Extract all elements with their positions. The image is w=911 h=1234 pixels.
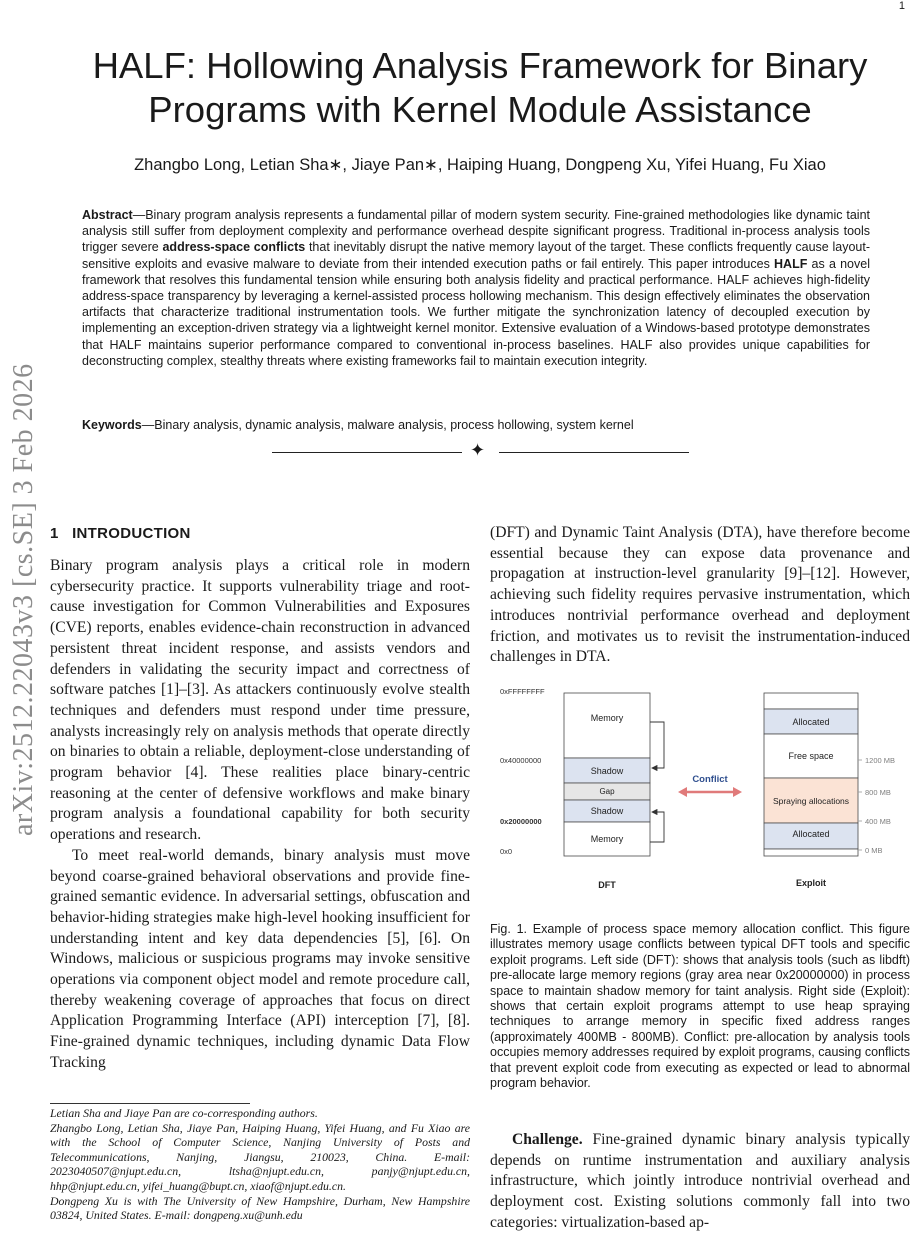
- dft-arrow-lower: [650, 812, 664, 842]
- keywords: [82, 417, 870, 433]
- dft-address-ffffffff: 0xFFFFFFFF: [500, 687, 545, 696]
- dft-memory-column: [564, 693, 650, 856]
- dft-arrow-upper: [650, 722, 664, 768]
- section-heading-introduction: [50, 525, 191, 542]
- exploit-size-ticks: [858, 760, 862, 850]
- dft-block-memory-top: [564, 693, 650, 758]
- abstract-bold-half: HALF: [774, 256, 808, 271]
- exploit-block-bottom-margin: [764, 849, 858, 856]
- abstract-text-2: that inevitably disrupt the native memory layout of the target. These conflicts frequently cause layout-sensitive exploits and evasive malware to deviate from their intended execution paths or fail entirely. This paper introduces: [82, 240, 871, 271]
- exploit-size-400: 400 MB: [865, 817, 891, 826]
- footnote-affiliation-1: Zhangbo Long, Letian Sha, Jiaye Pan, Haiping Huang, Yifei Huang, and Fu Xiao are with the School of Computer Science, Nanjing University of Posts and Telecommunications, Nanjing, Jiangsu, 210023, China. E-mail: 2023040507@njupt.edu.cn, ltsha@njupt.edu.cn, panjy@njupt.edu.cn, hhp@njupt.edu.cn, yifei_huang@bupt.cn, xiaof@njupt.edu.cn.: [50, 1120, 470, 1193]
- dft-label-shadow-top: Shadow: [590, 766, 624, 776]
- dft-address-40000000: 0x40000000: [500, 756, 542, 765]
- dft-label-gap: Gap: [599, 787, 615, 796]
- exploit-block-top-margin: [764, 693, 858, 709]
- dft-label-memory-bottom: Memory: [590, 834, 624, 844]
- right-column-body-bottom: [490, 1130, 910, 1234]
- abstract-bold-address-space-conflicts: address-space conflicts: [162, 240, 306, 255]
- page-number: 1: [898, 0, 905, 12]
- arxiv-identifier-stamp[interactable]: arXiv:2512.22043v3 [cs.SE] 3 Feb 2026: [8, 363, 39, 836]
- left-column-body: [50, 556, 470, 1074]
- conflict-label: Conflict: [692, 774, 728, 785]
- challenge-paragraph: Fine-grained dynamic binary analysis typically depends on runtime instrumentation and auxiliary analysis infrastructure, which jointly introduce nontrivial overhead and deployment cost. Existing solutions commonly fall into two categories: virtualization-based ap-: [490, 1131, 910, 1231]
- intro-paragraph-1: Binary program analysis plays a critical role in modern cybersecurity practice. It supports vulnerability triage and root-cause investigation for Common Vulnerabilities and Exposures (CVE) reports, enables evidence-chain reconstruction in advanced persistent threat incident response, and assists vendors and defenders in validating the security impact and correctness of software patches [1]–[3]. As attackers continuously evolve stealth techniques and defenders must respond under time pressure, analysts increasingly rely on analysis methods that operate directly on binaries to obtain a reliable, deployment-close understanding of program behavior [4]. These realities place binary-centric reasoning at the center of defensive workflows and make binary program analysis a foundational capability for both security operations and research.: [50, 557, 470, 844]
- figure-1-caption: Fig. 1. Example of process space memory allocation conflict. This figure illustrates memory usage conflicts between typical DFT tools and specific exploit programs. Left side (DFT): shows that analysis tools (such as libdft) pre-allocate large memory regions (gray area near 0x20000000) in process space to maintain shadow memory for taint analysis. Right side (Exploit): shows that certain exploit programs attempt to use heap spraying techniques to arrange memory in specific fixed address ranges (approximately 400MB - 800MB). Conflict: pre-allocation by analysis tools occupies memory addresses required by exploit programs, causing conflicts that prevent exploit code from executing as expected or lead to abnormal program behavior.: [490, 922, 910, 1091]
- footnote-corresponding: Letian Sha and Jiaye Pan are co-corresponding authors.: [50, 1106, 318, 1120]
- figure-1-memory-conflict: [490, 680, 910, 920]
- abstract-label: Abstract: [82, 208, 133, 222]
- abstract-text-1: —Binary program analysis represents a fundamental pillar of modern system security. Fine-grained methodologies like dynamic taint analysis still suffer from deployment complexity and performance overhead despite significant progress. Traditional in-process analysis tools trigger severe: [82, 208, 870, 255]
- dft-address-0: 0x0: [500, 847, 513, 856]
- conflict-double-arrow: [678, 787, 742, 797]
- keywords-text: —Binary analysis, dynamic analysis, malware analysis, process hollowing, system kernel: [141, 418, 634, 432]
- divider-line-left: [272, 452, 462, 453]
- section-number: 1: [50, 525, 59, 542]
- divider-diamond-icon: ✦: [470, 440, 486, 460]
- intro-paragraph-3: (DFT) and Dynamic Taint Analysis (DTA), have therefore become essential because they can expose data provenance and propagation at instruction-level granularity [9]–[12]. However, achieving such fidelity requires pervasive instrumentation, which introduces nontrivial performance overhead and deployment friction, and motivates us to revisit the instrumentation-induced challenges in DTA.: [490, 524, 910, 666]
- abstract-text-3: as a novel framework that resolves this fundamental tension while ensuring both analysis fidelity and practical performance. HALF achieves high-fidelity address-space transparency by leveraging a kernel-assisted process hollowing mechanism. This design effectively eliminates the observation artifacts that characterize traditional instrumentation tools. We further mitigate the synchronization latency of decoupled execution by implementing an exception-driven strategy via a lightweight kernel monitor. Extensive evaluation of a Windows-based prototype demonstrates that HALF maintains superior performance compared to conventional in-process baselines. HALF also provides unique capabilities for deconstructing complex, stealthy threats where existing frameworks fail to maintain execution integrity.: [82, 256, 870, 368]
- paper-title: HALF: Hollowing Analysis Framework for Binary Programs with Kernel Module Assistance: [92, 45, 868, 130]
- footnotes: [50, 1106, 470, 1223]
- dft-label-memory-top: Memory: [590, 713, 624, 723]
- exploit-label-allocated-bottom: Allocated: [792, 829, 830, 839]
- footnote-affiliation-2: Dongpeng Xu is with The University of New Hampshire, Durham, New Hampshire 03824, United States. E-mail: dongpeng.xu@unh.edu: [50, 1193, 470, 1223]
- dft-caption-label: DFT: [598, 880, 616, 890]
- divider-line-right: [499, 452, 689, 453]
- dft-label-shadow-bottom: Shadow: [590, 806, 624, 816]
- exploit-label-free-space: Free space: [788, 751, 834, 761]
- exploit-caption-label: Exploit: [795, 878, 827, 888]
- section-title: INTRODUCTION: [72, 525, 191, 542]
- abstract: [82, 207, 870, 369]
- author-list: Zhangbo Long, Letian Sha∗, Jiaye Pan∗, Haiping Huang, Dongpeng Xu, Yifei Huang, Fu Xiao: [134, 156, 826, 174]
- footnote-rule: [50, 1103, 250, 1104]
- intro-paragraph-2: To meet real-world demands, binary analysis must move beyond coarse-grained behavioral observations and provide fine-grained semantic evidence. In adversarial settings, obfuscation and behavior-hiding strategies make high-level hooking insufficient for understanding intent and key data dependencies [5], [6]. On Windows, malicious or suspicious programs may invoke sensitive operations via component object model and remote procedure call, thereby weakening coverage of approaches that focus on direct Application Programming Interface (API) interception [7], [8]. Fine-grained dynamic techniques, including dynamic Data Flow Tracking: [50, 846, 470, 1071]
- challenge-label: Challenge.: [512, 1131, 583, 1148]
- exploit-memory-column: [764, 693, 858, 856]
- exploit-size-1200: 1200 MB: [865, 756, 896, 765]
- dft-address-20000000: 0x20000000: [500, 817, 542, 826]
- exploit-label-spraying: Spraying allocations: [772, 796, 850, 806]
- exploit-label-allocated-top: Allocated: [792, 717, 830, 727]
- keywords-label: Keywords: [82, 418, 142, 432]
- right-column-body-top: [490, 523, 910, 668]
- exploit-size-800: 800 MB: [865, 788, 891, 797]
- exploit-size-0: 0 MB: [865, 846, 883, 855]
